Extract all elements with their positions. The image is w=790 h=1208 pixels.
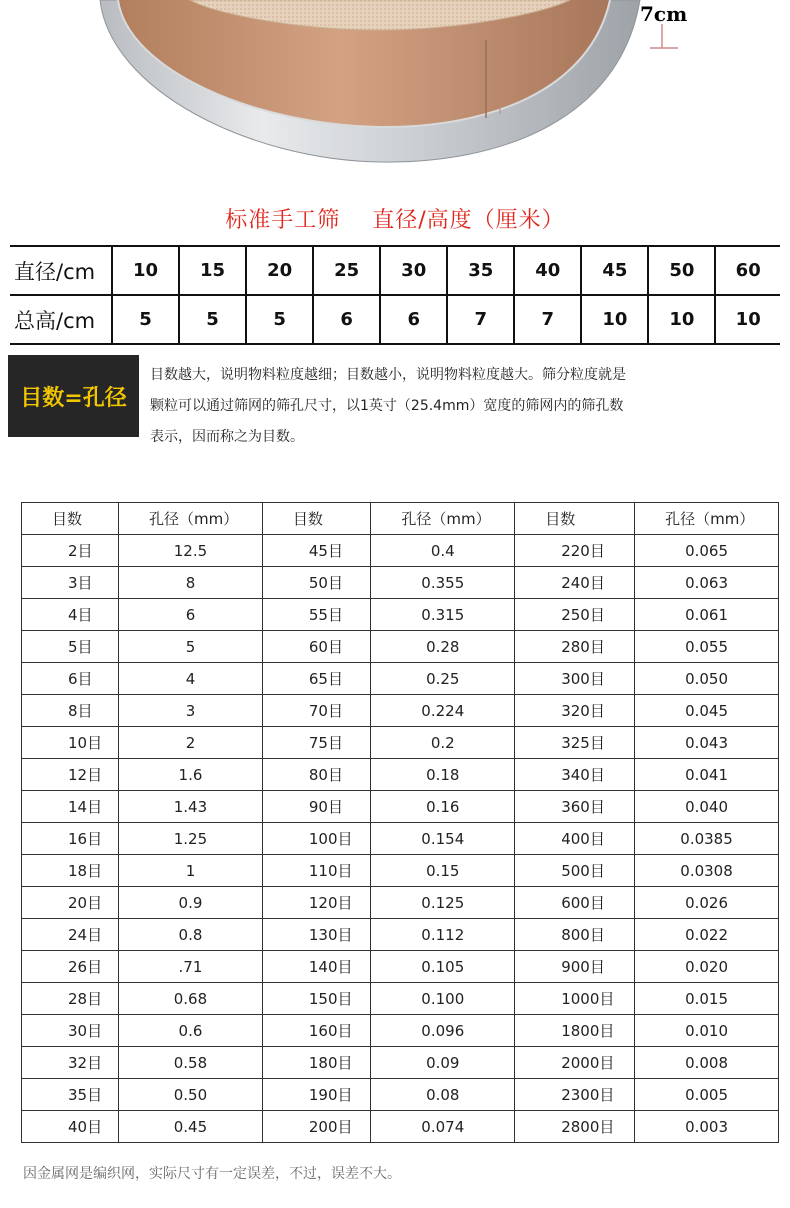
aperture-cell: 0.154 [371,823,515,855]
aperture-cell: 0.015 [635,983,779,1015]
mesh-count-cell: 10目 [22,727,119,759]
aperture-cell: 0.9 [119,887,263,919]
mesh-row [22,695,779,727]
aperture-cell: 0.065 [635,535,779,567]
mesh-count-cell: 100目 [262,823,370,855]
aperture-cell: 0.50 [119,1079,263,1111]
mesh-count-cell: 6目 [22,663,119,695]
aperture-cell: 2 [119,727,263,759]
aperture-cell: 0.4 [371,535,515,567]
aperture-cell: 0.105 [371,951,515,983]
aperture-cell: 0.063 [635,567,779,599]
mesh-header-cell: 目数 [515,503,635,535]
mesh-count-cell: 8目 [22,695,119,727]
size-cell: 45 [581,246,648,295]
explanation-line: 目数越大，说明物料粒度越细；目数越小，说明物料粒度越大。筛分粒度就是 [150,367,626,383]
aperture-cell: 5 [119,631,263,663]
dimension-label: 7cm [640,2,688,26]
mesh-count-cell: 1800目 [515,1015,635,1047]
aperture-cell: 0.112 [371,919,515,951]
mesh-count-cell: 26目 [22,951,119,983]
product-photo [0,0,790,185]
aperture-cell: 1.6 [119,759,263,791]
aperture-cell: 8 [119,567,263,599]
mesh-row [22,759,779,791]
mesh-row [22,951,779,983]
mesh-count-cell: 70目 [262,695,370,727]
mesh-count-cell: 50目 [262,567,370,599]
aperture-cell: 0.25 [371,663,515,695]
mesh-row [22,599,779,631]
mesh-count-cell: 55目 [262,599,370,631]
mesh-row [22,983,779,1015]
spec-title: 标准手工筛 直径/高度（厘米） [225,208,565,233]
aperture-cell: 0.18 [371,759,515,791]
footnote: 因金属网是编织网，实际尺寸有一定误差，不过，误差不大。 [23,1166,401,1182]
aperture-cell: 0.125 [371,887,515,919]
mesh-count-cell: 190目 [262,1079,370,1111]
aperture-cell: 0.008 [635,1047,779,1079]
mesh-header-cell: 目数 [22,503,119,535]
mesh-count-cell: 160目 [262,1015,370,1047]
aperture-cell: 0.045 [635,695,779,727]
aperture-cell: 0.074 [371,1111,515,1143]
mesh-count-cell: 28目 [22,983,119,1015]
aperture-cell: 0.355 [371,567,515,599]
aperture-cell: 1.43 [119,791,263,823]
mesh-count-cell: 45目 [262,535,370,567]
aperture-cell: 6 [119,599,263,631]
aperture-cell: 0.28 [371,631,515,663]
aperture-cell: .71 [119,951,263,983]
size-table [10,245,780,345]
aperture-cell: 4 [119,663,263,695]
aperture-cell: 0.45 [119,1111,263,1143]
aperture-cell: 0.0308 [635,855,779,887]
aperture-cell: 1.25 [119,823,263,855]
mesh-row [22,1111,779,1143]
mesh-count-cell: 24目 [22,919,119,951]
aperture-cell: 0.6 [119,1015,263,1047]
mesh-count-cell: 120目 [262,887,370,919]
size-cell: 6 [380,295,447,344]
explanation-line: 颗粒可以通过筛网的筛孔尺寸，以1英寸（25.4mm）宽度的筛网内的筛孔数 [150,398,624,414]
mesh-count-cell: 12目 [22,759,119,791]
mesh-count-cell: 130目 [262,919,370,951]
mesh-header-cell: 目数 [262,503,370,535]
aperture-cell: 0.010 [635,1015,779,1047]
mesh-row [22,567,779,599]
mesh-count-cell: 4目 [22,599,119,631]
mesh-count-cell: 30目 [22,1015,119,1047]
size-cell: 15 [179,246,246,295]
size-cell: 10 [715,295,780,344]
size-row [10,246,780,295]
explanation-line: 表示，因而称之为目数。 [150,429,304,445]
mesh-count-cell: 110目 [262,855,370,887]
size-cell: 5 [179,295,246,344]
size-row [10,295,780,344]
mesh-count-cell: 325目 [515,727,635,759]
mesh-count-cell: 80目 [262,759,370,791]
mesh-table [21,502,779,1143]
aperture-cell: 1 [119,855,263,887]
mesh-count-cell: 2目 [22,535,119,567]
size-row-label: 总高/cm [10,295,112,344]
aperture-cell: 0.043 [635,727,779,759]
mesh-table-header [22,503,779,535]
mesh-row [22,1079,779,1111]
aperture-cell: 0.2 [371,727,515,759]
mesh-count-cell: 35目 [22,1079,119,1111]
mesh-count-cell: 14目 [22,791,119,823]
aperture-cell: 0.055 [635,631,779,663]
size-cell: 50 [648,246,715,295]
aperture-cell: 0.050 [635,663,779,695]
aperture-cell: 0.100 [371,983,515,1015]
aperture-cell: 0.58 [119,1047,263,1079]
aperture-cell: 0.040 [635,791,779,823]
mesh-count-cell: 280目 [515,631,635,663]
mesh-count-cell: 40目 [22,1111,119,1143]
mesh-count-cell: 60目 [262,631,370,663]
aperture-cell: 0.8 [119,919,263,951]
mesh-row [22,919,779,951]
mesh-header-cell: 孔径（mm） [371,503,515,535]
mesh-count-cell: 360目 [515,791,635,823]
mesh-count-cell: 240目 [515,567,635,599]
aperture-cell: 12.5 [119,535,263,567]
aperture-cell: 0.026 [635,887,779,919]
mesh-count-cell: 400目 [515,823,635,855]
mesh-row [22,663,779,695]
mesh-count-cell: 75目 [262,727,370,759]
mesh-count-cell: 5目 [22,631,119,663]
size-cell: 35 [447,246,514,295]
mesh-row [22,1047,779,1079]
mesh-count-cell: 1000目 [515,983,635,1015]
mesh-count-cell: 2000目 [515,1047,635,1079]
mesh-count-cell: 18目 [22,855,119,887]
size-row-label: 直径/cm [10,246,112,295]
mesh-count-cell: 900目 [515,951,635,983]
mesh-count-cell: 220目 [515,535,635,567]
aperture-cell: 0.020 [635,951,779,983]
mesh-row [22,1015,779,1047]
mesh-count-cell: 2800目 [515,1111,635,1143]
size-cell: 30 [380,246,447,295]
mesh-count-cell: 150目 [262,983,370,1015]
aperture-cell: 0.005 [635,1079,779,1111]
mesh-badge: 目数=孔径 [8,355,139,437]
explanation-text [150,360,775,453]
mesh-count-cell: 2300目 [515,1079,635,1111]
size-cell: 60 [715,246,780,295]
aperture-cell: 0.022 [635,919,779,951]
mesh-count-cell: 340目 [515,759,635,791]
mesh-count-cell: 300目 [515,663,635,695]
sieve-illustration [0,0,790,185]
mesh-count-cell: 500目 [515,855,635,887]
aperture-cell: 3 [119,695,263,727]
aperture-cell: 0.08 [371,1079,515,1111]
mesh-count-cell: 20目 [22,887,119,919]
size-cell: 20 [246,246,313,295]
mesh-header-cell: 孔径（mm） [119,503,263,535]
size-cell: 5 [112,295,179,344]
mesh-row [22,791,779,823]
aperture-cell: 0.0385 [635,823,779,855]
mesh-row [22,727,779,759]
mesh-count-cell: 800目 [515,919,635,951]
mesh-count-cell: 16目 [22,823,119,855]
mesh-count-cell: 65目 [262,663,370,695]
mesh-count-cell: 32目 [22,1047,119,1079]
mesh-count-cell: 180目 [262,1047,370,1079]
aperture-cell: 0.061 [635,599,779,631]
size-cell: 10 [648,295,715,344]
aperture-cell: 0.041 [635,759,779,791]
size-cell: 40 [514,246,581,295]
mesh-count-cell: 600目 [515,887,635,919]
mesh-row [22,887,779,919]
mesh-count-cell: 90目 [262,791,370,823]
mesh-row [22,823,779,855]
aperture-cell: 0.003 [635,1111,779,1143]
aperture-cell: 0.224 [371,695,515,727]
mesh-row [22,535,779,567]
size-cell: 7 [447,295,514,344]
aperture-cell: 0.16 [371,791,515,823]
mesh-count-cell: 250目 [515,599,635,631]
size-cell: 10 [581,295,648,344]
mesh-count-cell: 3目 [22,567,119,599]
aperture-cell: 0.096 [371,1015,515,1047]
mesh-count-cell: 200目 [262,1111,370,1143]
mesh-row [22,631,779,663]
mesh-header-cell: 孔径（mm） [635,503,779,535]
aperture-cell: 0.315 [371,599,515,631]
aperture-cell: 0.09 [371,1047,515,1079]
mesh-count-cell: 140目 [262,951,370,983]
size-cell: 7 [514,295,581,344]
size-cell: 5 [246,295,313,344]
size-cell: 10 [112,246,179,295]
mesh-row [22,855,779,887]
aperture-cell: 0.68 [119,983,263,1015]
size-cell: 25 [313,246,380,295]
size-cell: 6 [313,295,380,344]
mesh-count-cell: 320目 [515,695,635,727]
aperture-cell: 0.15 [371,855,515,887]
